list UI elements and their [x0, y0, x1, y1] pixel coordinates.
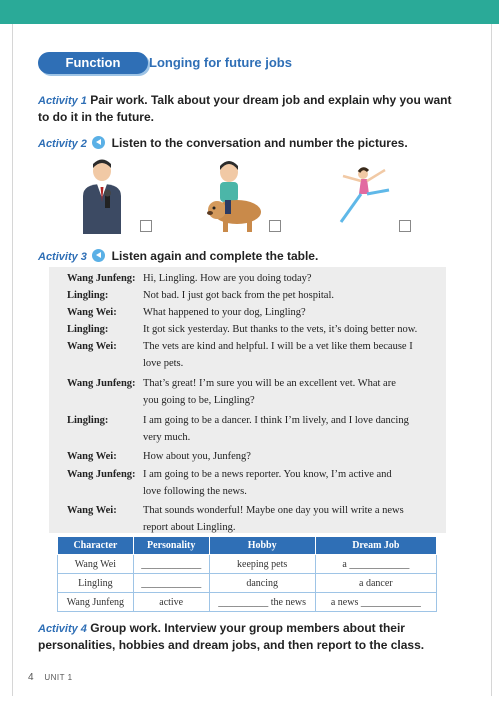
speaker-name: Wang Wei:	[67, 341, 117, 352]
speaker-name: Wang Junfeng:	[67, 469, 136, 480]
table-header-cell: Hobby	[209, 537, 315, 555]
dialogue-text: That sounds wonderful! Maybe one day you will write a news	[143, 505, 404, 516]
activity-2	[38, 135, 468, 152]
activity-1	[38, 92, 458, 125]
speaker-name: Lingling:	[67, 290, 109, 301]
dialogue-text: report about Lingling.	[143, 522, 236, 533]
table-cell: Lingling	[58, 574, 134, 593]
audio-speaker-icon[interactable]	[92, 136, 105, 149]
dialogue-text: Not bad. I just got back from the pet hospital.	[143, 290, 335, 301]
table-cell: dancing	[209, 574, 315, 593]
activity-1-text: Pair work. Talk about your dream job and explain why you want to do it in the future.	[38, 93, 452, 124]
table-cell-blank[interactable]: a news ____________	[315, 593, 436, 612]
activity-3-label: Activity 3	[38, 251, 87, 263]
dialogue-text: Hi, Lingling. How are you doing today?	[143, 273, 312, 284]
table-cell-blank[interactable]: ____________	[133, 555, 209, 574]
dialogue-text: How about you, Junfeng?	[143, 451, 251, 462]
dancer-illustration	[333, 164, 395, 228]
page-footer	[28, 672, 73, 683]
table-row	[58, 555, 437, 574]
activity-3	[38, 248, 468, 265]
activity-4	[38, 620, 458, 653]
table-cell: Wang Junfeng	[58, 593, 134, 612]
dialogue-box	[49, 267, 446, 533]
dialogue-text: love following the news.	[143, 486, 247, 497]
table-row	[58, 574, 437, 593]
dialogue-text: I am going to be a dancer. I think I’m lively, and I love dancing	[143, 415, 409, 426]
dialogue-text: The vets are kind and helpful. I will be a vet like them because I	[143, 341, 413, 352]
dialogue-text: you going to be, Lingling?	[143, 395, 255, 406]
dialogue-text: What happened to your dog, Lingling?	[143, 307, 306, 318]
table-cell: Wang Wei	[58, 555, 134, 574]
speaker-name: Wang Junfeng:	[67, 273, 136, 284]
table-header-cell: Personality	[133, 537, 209, 555]
function-title: Longing for future jobs	[149, 55, 292, 70]
activity-2-text: Listen to the conversation and number the pictures.	[111, 136, 408, 150]
activity-1-label: Activity 1	[38, 95, 87, 107]
table-cell-blank[interactable]: __________ the news	[209, 593, 315, 612]
job-table	[57, 536, 437, 612]
table-cell: active	[133, 593, 209, 612]
dialogue-text: love pets.	[143, 358, 184, 369]
table-header-cell: Character	[58, 537, 134, 555]
speaker-name: Wang Wei:	[67, 451, 117, 462]
speaker-name: Wang Wei:	[67, 307, 117, 318]
table-row	[58, 593, 437, 612]
top-color-bar	[0, 0, 499, 24]
page-number: 4	[28, 672, 34, 683]
function-pill: Function	[38, 52, 148, 74]
textbook-page	[12, 24, 492, 696]
picture-1-number-box[interactable]	[140, 220, 152, 232]
activity-4-label: Activity 4	[38, 623, 87, 635]
activity-4-text: Group work. Interview your group members about their personalities, hobbies and dream jobs, and then report to the class.	[38, 621, 425, 652]
activity-2-label: Activity 2	[38, 138, 87, 150]
table-cell-blank[interactable]: ____________	[133, 574, 209, 593]
table-cell: keeping pets	[209, 555, 315, 574]
speaker-name: Lingling:	[67, 324, 109, 335]
boy-with-dog-illustration	[203, 158, 273, 234]
speaker-name: Lingling:	[67, 415, 109, 426]
dialogue-text: That’s great! I’m sure you will be an excellent vet. What are	[143, 378, 396, 389]
speaker-name: Wang Wei:	[67, 505, 117, 516]
picture-2-number-box[interactable]	[269, 220, 281, 232]
audio-speaker-icon[interactable]	[92, 249, 105, 262]
dialogue-text: It got sick yesterday. But thanks to the vets, it’s doing better now.	[143, 324, 418, 335]
dialogue-text: I am going to be a news reporter. You know, I’m active and	[143, 469, 392, 480]
unit-label: UNIT 1	[44, 673, 73, 682]
table-cell: a dancer	[315, 574, 436, 593]
activity-3-text: Listen again and complete the table.	[111, 249, 319, 263]
table-header-row	[58, 537, 437, 555]
dialogue-text: very much.	[143, 432, 191, 443]
table-cell-blank[interactable]: a ____________	[315, 555, 436, 574]
news-reporter-illustration	[77, 158, 127, 234]
picture-3-number-box[interactable]	[399, 220, 411, 232]
speaker-name: Wang Junfeng:	[67, 378, 136, 389]
table-header-cell: Dream Job	[315, 537, 436, 555]
